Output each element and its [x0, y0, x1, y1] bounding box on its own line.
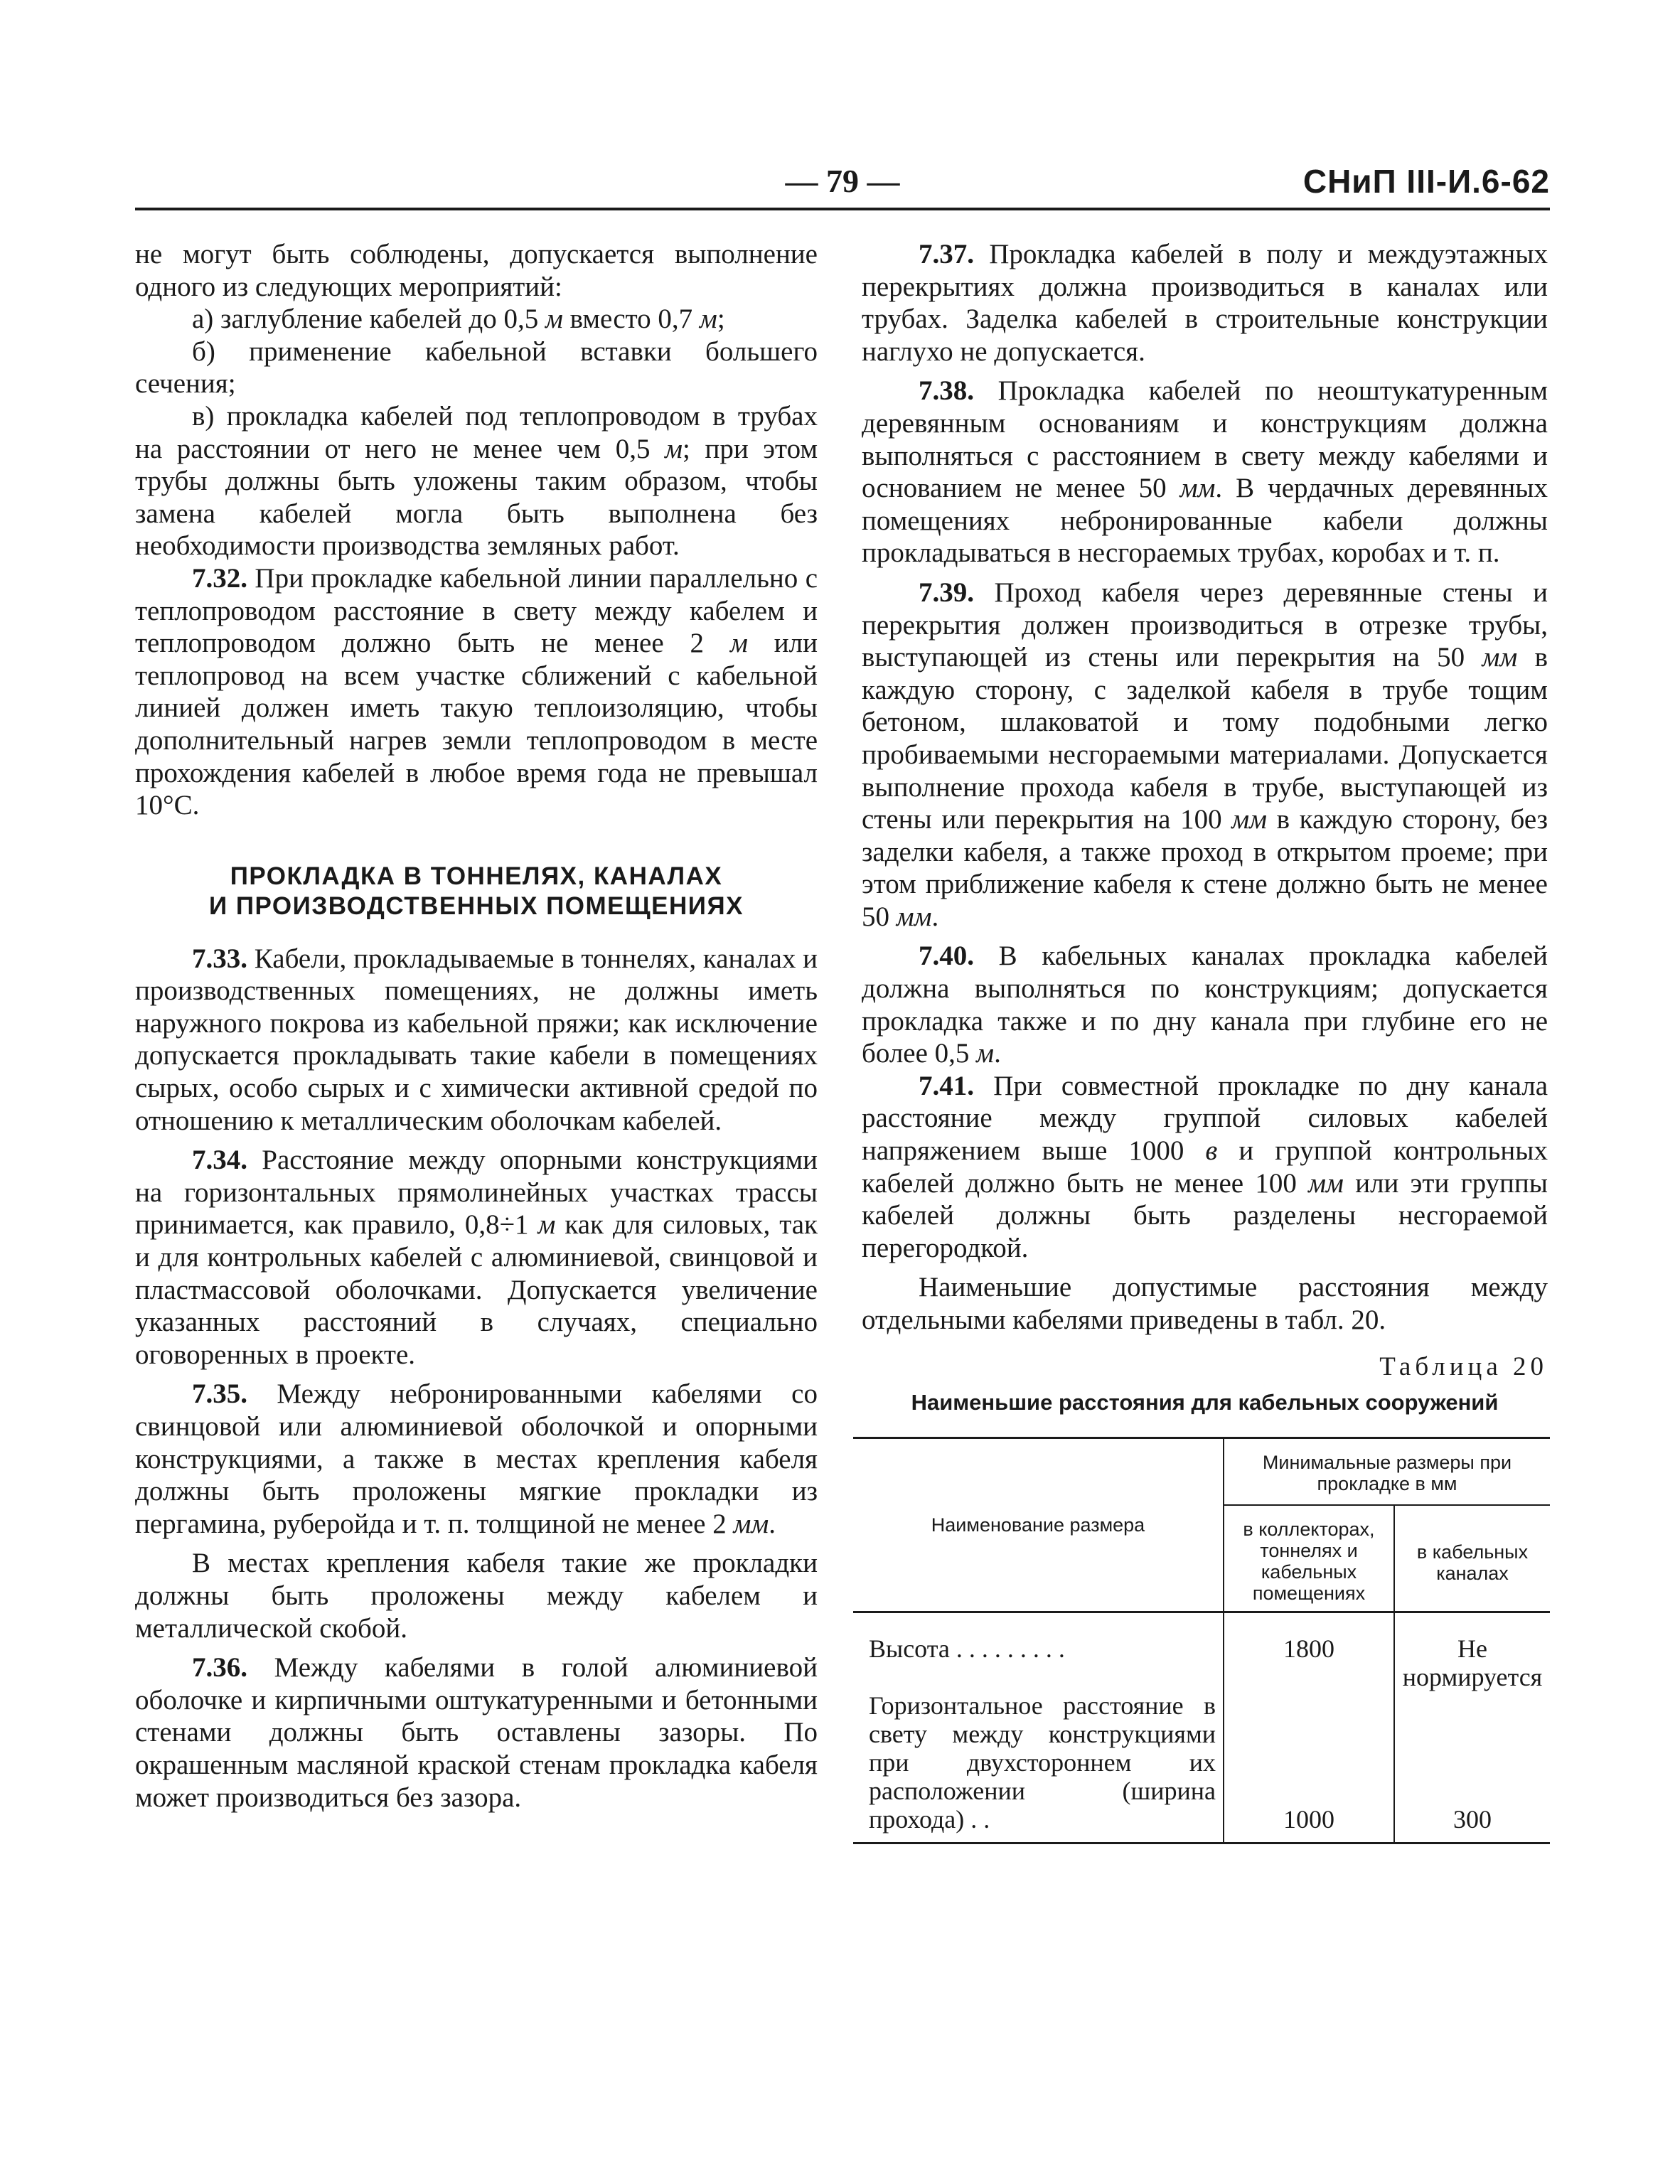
- clause-7-40: 7.40. В кабельных каналах прокладка кабелей должна выполняться по конструкциям; допускается прокладка также и по дну канала при глубине его не более 0,5 м.: [862, 941, 1548, 1069]
- clause-7-35: 7.35. Между небронированными кабелями со свинцовой или алюминиевой оболочкой и опорными конструкциями, а также в местах крепления кабеля должны быть проложены мягкие прокладки из пергамина, руберойда и т. п. толщиной не менее 2 мм.: [135, 1379, 818, 1539]
- table-row-name: Высота . . . . . . . . .: [853, 1612, 1224, 1692]
- page-header: [135, 162, 1550, 212]
- table-cell-collectors: 1800: [1224, 1612, 1394, 1692]
- column-header-group: Минимальные размеры при прокладке в мм: [1224, 1438, 1550, 1506]
- table-label: Таблица 20: [1379, 1351, 1548, 1381]
- column-header-name: Наименование размера: [853, 1438, 1224, 1612]
- distance-table: [853, 1437, 1550, 1844]
- paragraph-continuation: не могут быть соблюдены, допускается выполнение одного из следующих мероприятий:: [135, 239, 818, 302]
- column-header-collectors: в коллекторах, тоннелях и кабельных помещениях: [1224, 1505, 1394, 1612]
- section-heading: ПРОКЛАДКА В ТОННЕЛЯХ, КАНАЛАХ И ПРОИЗВОДСТВЕННЫХ ПОМЕЩЕНИЯХ: [209, 862, 744, 920]
- right-column: [862, 238, 1548, 1844]
- clause-7-32: 7.32. При прокладке кабельной линии параллельно с теплопроводом расстояние в свету между кабелем и теплопроводом должно быть не менее 2 м или теплопровод на всем участке сближений с кабельной линией должен иметь такую теплоизоляцию, чтобы дополнительный нагрев земли теплопроводом в месте прохождения кабелей в любое время года не превышал 10°С.: [135, 562, 818, 821]
- table-row-name: Горизонтальное расстояние в свету между конструкциями при двухстороннем их расположении (ширина прохода) . .: [853, 1691, 1224, 1843]
- clause-7-41: 7.41. При совместной прокладке по дну канала расстояние между группой силовых кабелей напряжением выше 1000 в и группой контрольных кабелей должно быть не менее 100 мм или эти группы кабелей должны быть разделены несгораемой перегородкой.: [862, 1070, 1548, 1263]
- table-title: Наименьшие расстояния для кабельных сооружений: [911, 1390, 1499, 1415]
- measure-b: б) применение кабельной вставки большего сечения;: [135, 336, 818, 400]
- table-cell-channels: 300: [1394, 1691, 1550, 1843]
- page-number: — 79 —: [785, 163, 900, 199]
- table-cell-collectors: 1000: [1224, 1691, 1394, 1843]
- clause-7-36: 7.36. Между кабелями в голой алюминиевой оболочке и кирпичными оштукатуренными и бетонными стенами должны быть оставлены зазоры. По окрашенным масляной краской стенам прокладка кабеля может производиться без зазора.: [135, 1652, 818, 1813]
- left-column: [135, 238, 818, 1814]
- clause-7-37: 7.37. Прокладка кабелей в полу и междуэтажных перекрытиях должна производиться в каналах или трубах. Заделка кабелей в строительные конструкции наглухо не допускается.: [862, 239, 1548, 367]
- measure-c: в) прокладка кабелей под теплопроводом в трубах на расстоянии от него не менее чем 0,5 м; при этом трубы должны быть уложены таким образом, чтобы замена кабелей могла быть выполнена без необходимости производства земляных работ.: [135, 400, 818, 562]
- clause-7-34: 7.34. Расстояние между опорными конструкциями на горизонтальных прямолинейных участках трассы принимается, как правило, 0,8÷1 м как для силовых, так и для контрольных кабелей с алюминиевой, свинцовой и пластмассовой оболочками. Допускается увеличение указанных расстояний в случаях, специально оговоренных в проекте.: [135, 1145, 818, 1370]
- header-rule: [135, 208, 1550, 210]
- table-cell-channels: Не нормируется: [1402, 1634, 1543, 1692]
- measure-a: а) заглубление кабелей до 0,5 м вместо 0,7 м;: [192, 304, 725, 335]
- clause-7-39: 7.39. Проход кабеля через деревянные стены и перекрытия должен производиться в отрезке трубы, выступающей из стены или перекрытия на 50 мм в каждую сторону, с заделкой кабеля в трубе тощим бетоном, шлаковатой и тому подобными легко пробиваемыми несгораемыми материалами. Допускается выполнение прохода кабеля в трубе, выступающей из стены или перекрытия на 100 мм в каждую сторону, без заделки кабеля, а также проход в открытом проеме; при этом приближение кабеля к стене должно быть не менее 50 мм.: [862, 577, 1548, 932]
- clause-7-38: 7.38. Прокладка кабелей по неоштукатуренным деревянным основаниям и конструкциям должна выполняться с расстоянием в свету между кабелями и основанием не менее 50 мм. В чердачных деревянных помещениях небронированные кабели должны прокладываться в несгораемых трубах, коробах и т. п.: [862, 375, 1548, 569]
- clause-7-35-continued: В местах крепления кабеля такие же прокладки должны быть проложены между кабелем и металлической скобой.: [135, 1548, 818, 1644]
- column-header-channels: в кабельных каналах: [1394, 1505, 1550, 1612]
- document-code: СНиП III-И.6-62: [1302, 163, 1550, 200]
- clause-7-33: 7.33. Кабели, прокладываемые в тоннелях, каналах и производственных помещениях, не должны иметь наружного покрова из кабельной пряжи; как исключение допускается прокладывать такие кабели в помещениях сырых, особо сырых и с химически активной средой по отношению к металлическим оболочкам кабелей.: [135, 943, 818, 1136]
- table-reference: Наименьшие допустимые расстояния между отдельными кабелями приведены в табл. 20.: [862, 1272, 1548, 1335]
